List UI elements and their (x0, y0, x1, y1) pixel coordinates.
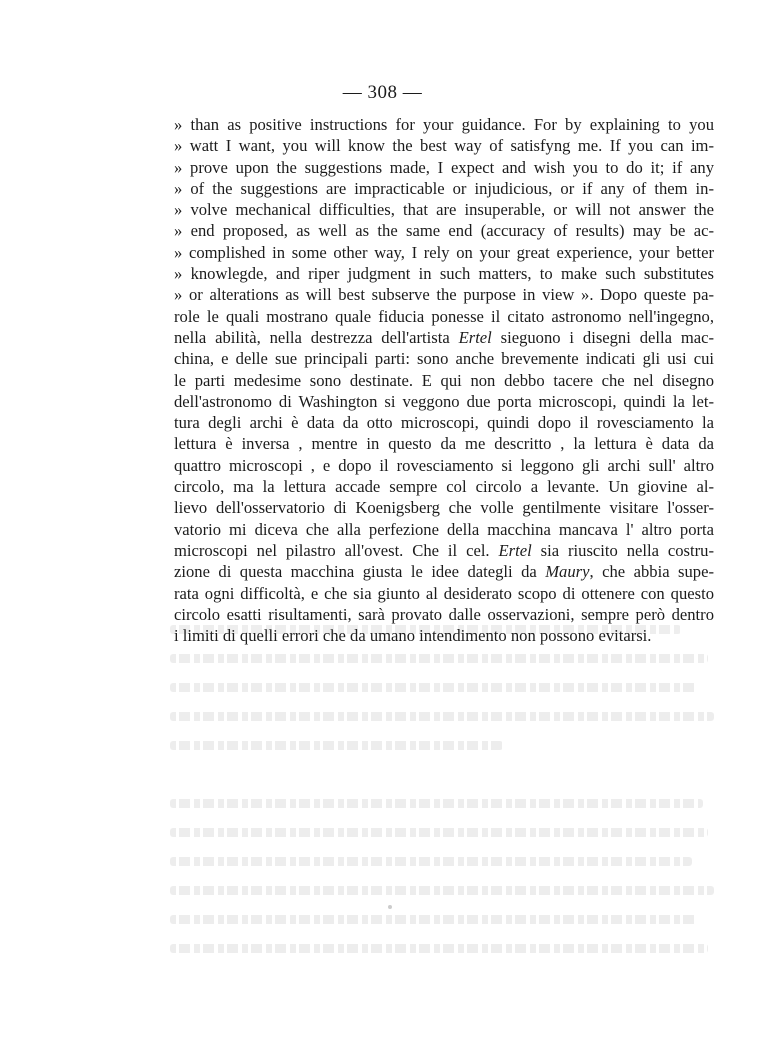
text-line: » knowlegde, and riper judgment in such matters, to make such substitutes (174, 264, 714, 284)
text-line: » complished in some other way, I rely on your great experience, your better (174, 242, 714, 262)
text-line: lievo dell'osservatorio di Koenigsberg che volle gentilmente visitare l'osser- (174, 498, 714, 518)
text-line: » prove upon the suggestions made, I expect and wish you to do it; if any (174, 157, 714, 177)
text-line: quattro microscopi , e dopo il rovesciamento si leggono gli archi sull' altro (174, 455, 714, 475)
text-line: tura degli archi è data da otto microscopi, quindi dopo il rovesciamento la (174, 413, 714, 433)
text-line: circolo esatti risultamenti, sarà provato dalle osservazioni, sempre però dentro (174, 604, 714, 624)
text-line: zione di questa macchina giusta le idee dategli da Maury, che abbia supe- (174, 562, 714, 582)
text-line: » end proposed, as well as the same end (accuracy of results) may be ac- (174, 221, 714, 241)
text-line: lettura è inversa , mentre in questo da me descritto , la lettura è data da (174, 434, 714, 454)
text-line: vatorio mi diceva che alla perfezione della macchina mancava l' altro porta (174, 519, 714, 539)
text-line: circolo, ma la lettura accade sempre col circolo a levante. Un giovine al- (174, 477, 714, 497)
bleed-through-texture (170, 618, 725, 878)
body-text (174, 114, 714, 646)
text-line: role le quali mostrano quale fiducia ponesse il citato astronomo nell'ingegno, (174, 306, 714, 326)
text-line: » or alterations as will best subserve the purpose in view ». Dopo queste pa- (174, 285, 714, 305)
text-line: china, e delle sue principali parti: sono anche brevemente indicati gli usi cui (174, 349, 714, 369)
paper-speck (388, 905, 392, 909)
text-line: » of the suggestions are impracticable or injudicious, or if any of them in- (174, 178, 714, 198)
page-number: — 308 — (342, 82, 423, 103)
text-line: microscopi nel pilastro all'ovest. Che il cel. Ertel sia riuscito nella costru- (174, 540, 714, 560)
text-line: » volve mechanical difficulties, that are insuperable, or will not answer the (174, 200, 714, 220)
text-line: dell'astronomo di Washington si veggono due porta microscopi, quindi la let- (174, 391, 714, 411)
text-line: nella abilità, nella destrezza dell'artista Ertel sieguono i disegni della mac- (174, 327, 714, 347)
text-line: le parti medesime sono destinate. E qui non debbo tacere che nel disegno (174, 370, 714, 390)
text-line: rata ogni difficoltà, e che sia giunto al desiderato scopo di ottenere con questo (174, 583, 714, 603)
text-line: » than as positive instructions for your guidance. For by explaining to you (174, 115, 714, 134)
text-line: i limiti di quelli errori che da umano intendimento non possono evitarsi. (174, 626, 652, 646)
text-line: » watt I want, you will know the best way of satisfyng me. If you can im- (174, 136, 714, 156)
